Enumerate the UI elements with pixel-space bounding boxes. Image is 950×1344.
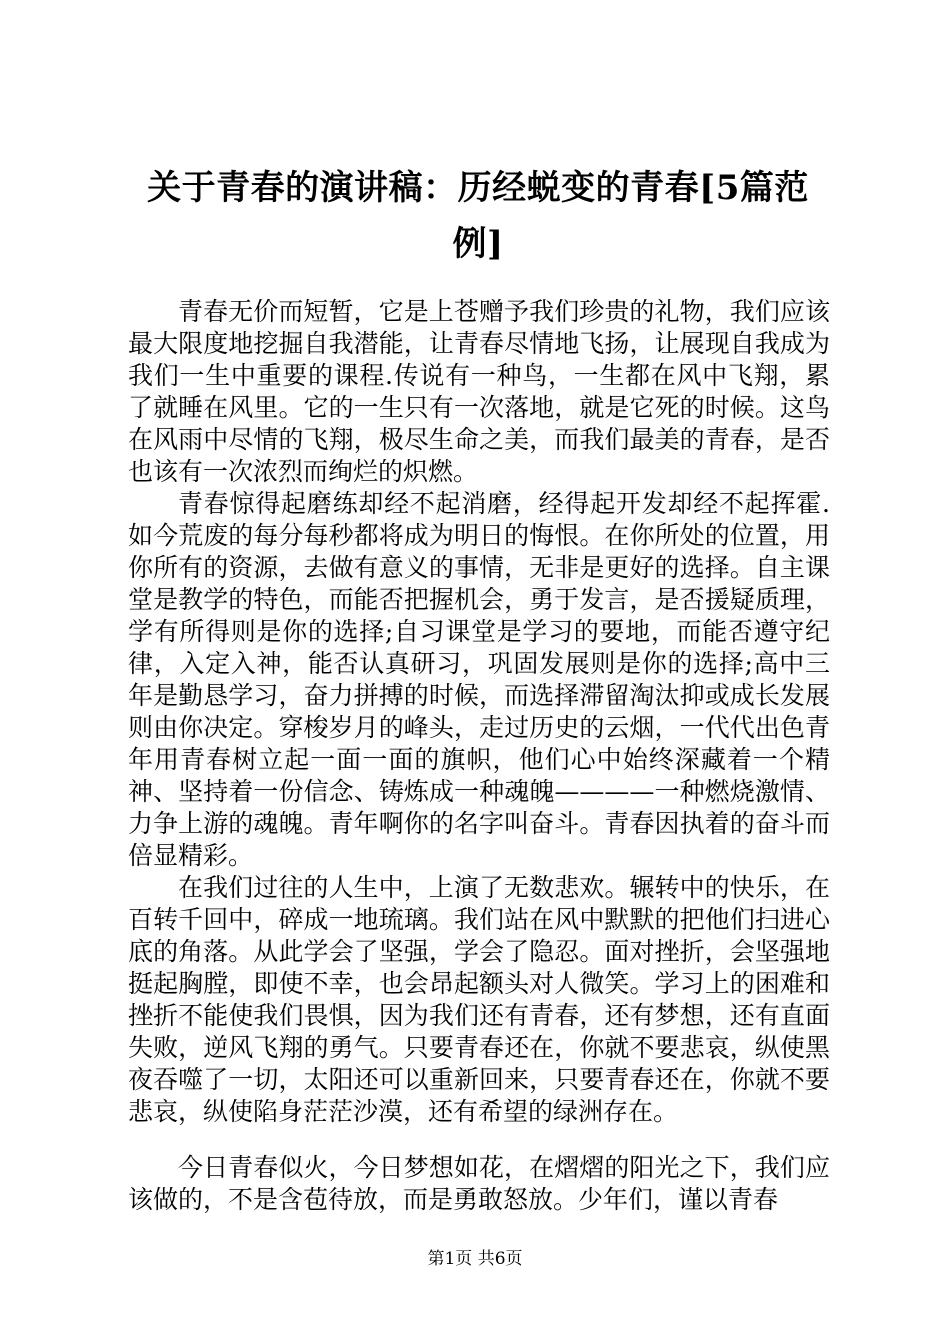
document-body (128, 296, 830, 1216)
paragraph-1: 青春无价而短暂，它是上苍赠予我们珍贵的礼物，我们应该最大限度地挖掘自我潜能，让青春尽情地飞扬，让展现自我成为我们一生中重要的课程.传说有一种鸟，一生都在风中飞翔，累了就睡在风里。它的一生只有一次落地，就是它死的时候。这鸟在风雨中尽情的飞翔，极尽生命之美，而我们最美的青春，是否也该有一次浓烈而绚烂的炽燃。 (128, 297, 830, 486)
page-number-footer: 第1页 共6页 (427, 1249, 523, 1269)
paragraph-2: 青春惊得起磨练却经不起消磨，经得起开发却经不起挥霍.如今荒废的每分每秒都将成为明日的悔恨。在你所处的位置，用你所有的资源，去做有意义的事情，无非是更好的选择。自主课堂是教学的特色，而能否把握机会，勇于发言，是否援疑质理，学有所得则是你的选择;自习课堂是学习的要地，而能否遵守纪律，入定入神，能否认真研习，巩固发展则是你的选择;高中三年是勤恳学习，奋力拼搏的时候，而选择滞留淘汰抑或成长发展则由你决定。穿梭岁月的峰头，走过历史的云烟，一代代出色青年用青春树立起一面一面的旗帜，他们心中始终深藏着一个精神、坚持着一份信念、铸炼成一种魂魄————一种燃烧激情、力争上游的魂魄。青年啊你的名字叫奋斗。青春因执着的奋斗而倍显精彩。 (128, 489, 830, 870)
document-title: 关于青春的演讲稿：历经蜕变的青春[5篇范例] (147, 168, 809, 264)
paragraph-3: 在我们过往的人生中，上演了无数悲欢。辗转中的快乐，在百转千回中，碎成一地琉璃。我们站在风中默默的把他们扫进心底的角落。从此学会了坚强，学会了隐忍。面对挫折，会坚强地挺起胸膛，即使不幸，也会昂起额头对人微笑。学习上的困难和挫折不能使我们畏惧，因为我们还有青春，还有梦想，还有直面失败，逆风飞翔的勇气。只要青春还在，你就不要悲哀，纵使黑夜吞噬了一切，太阳还可以重新回来，只要青春还在，你就不要悲哀，纵使陷身茫茫沙漠，还有希望的绿洲存在。 (128, 873, 830, 1126)
paragraph-4: 今日青春似火，今日梦想如花，在熠熠的阳光之下，我们应该做的，不是含苞待放，而是勇敢怒放。少年们，谨以青春 (128, 1153, 830, 1214)
